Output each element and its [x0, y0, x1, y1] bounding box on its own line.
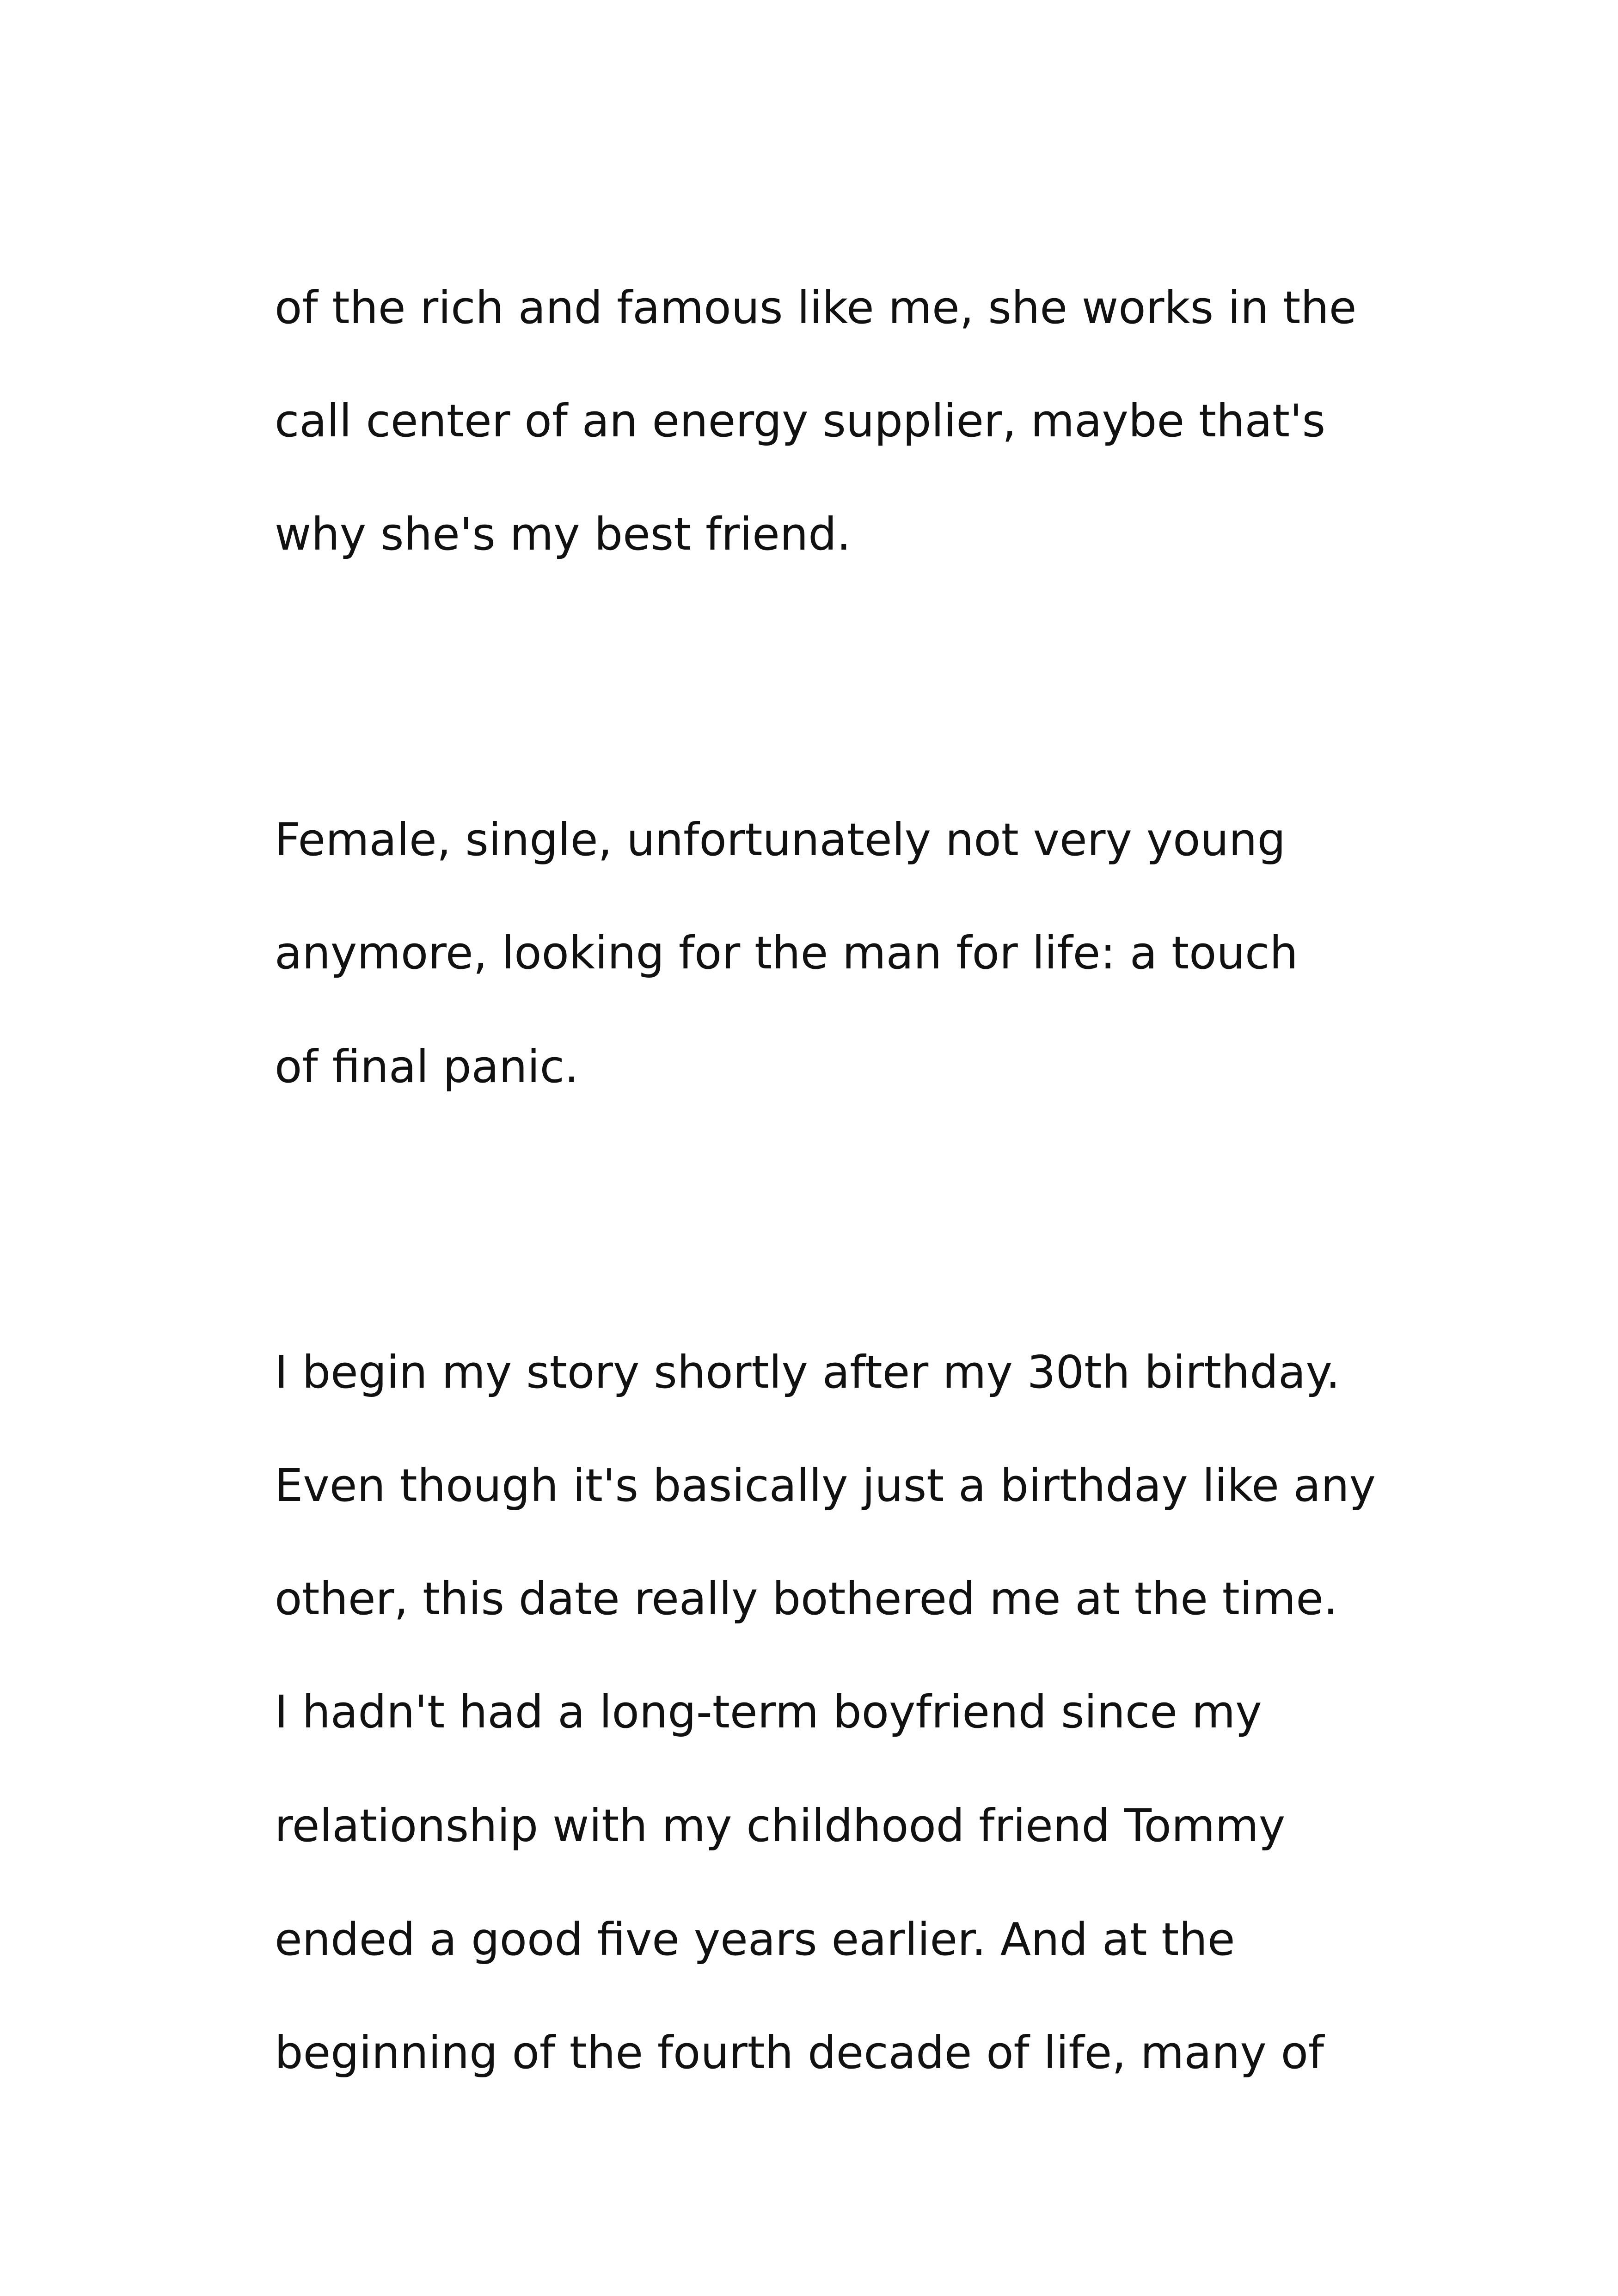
- text-line: I begin my story shortly after my 30th birthday.: [275, 1346, 1340, 1398]
- text-line: of final panic.: [275, 1041, 579, 1093]
- text-line: relationship with my childhood friend Tommy: [275, 1800, 1286, 1852]
- text-line: beginning of the fourth decade of life, many of: [275, 2027, 1324, 2079]
- text-line: Female, single, unfortunately not very young: [275, 814, 1286, 866]
- text-line: why she's my best friend.: [275, 508, 851, 560]
- text-line: Even though it's basically just a birthday like any: [275, 1459, 1376, 1512]
- text-line: I hadn't had a long-term boyfriend since my: [275, 1686, 1262, 1738]
- text-line: ended a good five years earlier. And at the: [275, 1913, 1235, 1965]
- text-line: call center of an energy supplier, maybe that's: [275, 395, 1326, 447]
- text-line: other, this date really bothered me at the time.: [275, 1573, 1338, 1625]
- text-line: anymore, looking for the man for life: a touch: [275, 927, 1298, 979]
- text-line: of the rich and famous like me, she works in the: [275, 282, 1357, 334]
